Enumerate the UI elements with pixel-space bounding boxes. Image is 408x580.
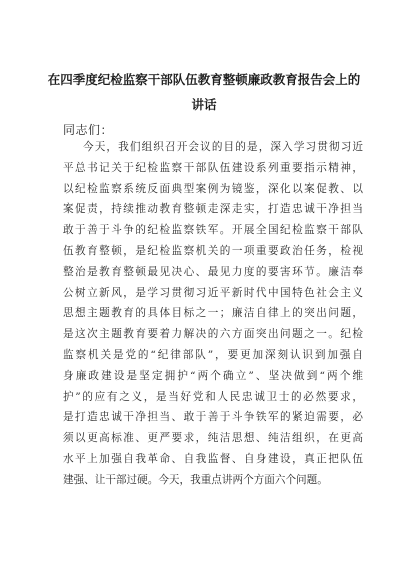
- document-title-line-2: 讲话: [191, 97, 217, 112]
- body-line: 平总书记关于纪检监察干部队伍建设系列重要指示精神，: [63, 161, 363, 174]
- body-line: 今天，我们组织召开会议的目的是，深入学习贯彻习近: [83, 141, 363, 153]
- body-line: 护”的应有之义，是当好党和人民忠诚卫士的必然要求，: [63, 390, 363, 403]
- body-line: 水平上加强自我革命、自我监督、自身建设，真正把队伍: [63, 452, 363, 465]
- body-line: 身廉政建设是坚定拥护“两个确立”、坚决做到“两个维: [63, 369, 363, 382]
- salutation: 同志们：: [63, 123, 114, 137]
- body-line: 整治是教育整顿最见决心、最见力度的要害环节。廉洁奉: [63, 265, 363, 278]
- body-line: 须以更高标准、更严要求，纯洁思想、纯洁组织，在更高: [63, 432, 363, 445]
- document-title-line-1: 在四季度纪检监察干部队伍教育整顿廉政教育报告会上的: [47, 72, 361, 87]
- body-paragraph: [63, 137, 363, 491]
- body-line: 以纪检监察系统反面典型案例为镜鉴，深化以案促教、以: [63, 182, 363, 195]
- body-line: 是打造忠诚干净担当、敢于善于斗争铁军的紧迫需要，必: [63, 411, 363, 424]
- body-line: 是这次主题教育要着力解决的六方面突出问题之一。纪检: [63, 328, 363, 341]
- body-line: 伍教育整顿，是纪检监察机关的一项重要政治任务，检视: [63, 244, 363, 257]
- body-line: 敢于善于斗争的纪检监察铁军。开展全国纪检监察干部队: [63, 224, 363, 237]
- body-line: 监察机关是党的“纪律部队”，要更加深刻认识到加强自: [63, 348, 363, 361]
- body-line: 建强、让干部过硬。今天，我重点讲两个方面六个问题。: [63, 473, 328, 486]
- body-line: 案促责，持续推动教育整顿走深走实，打造忠诚干净担当: [63, 203, 363, 216]
- body-line: 思想主题教育的具体目标之一；廉洁自律上的突出问题，: [63, 307, 363, 320]
- body-line: 公树立新风，是学习贯彻习近平新时代中国特色社会主义: [63, 286, 363, 299]
